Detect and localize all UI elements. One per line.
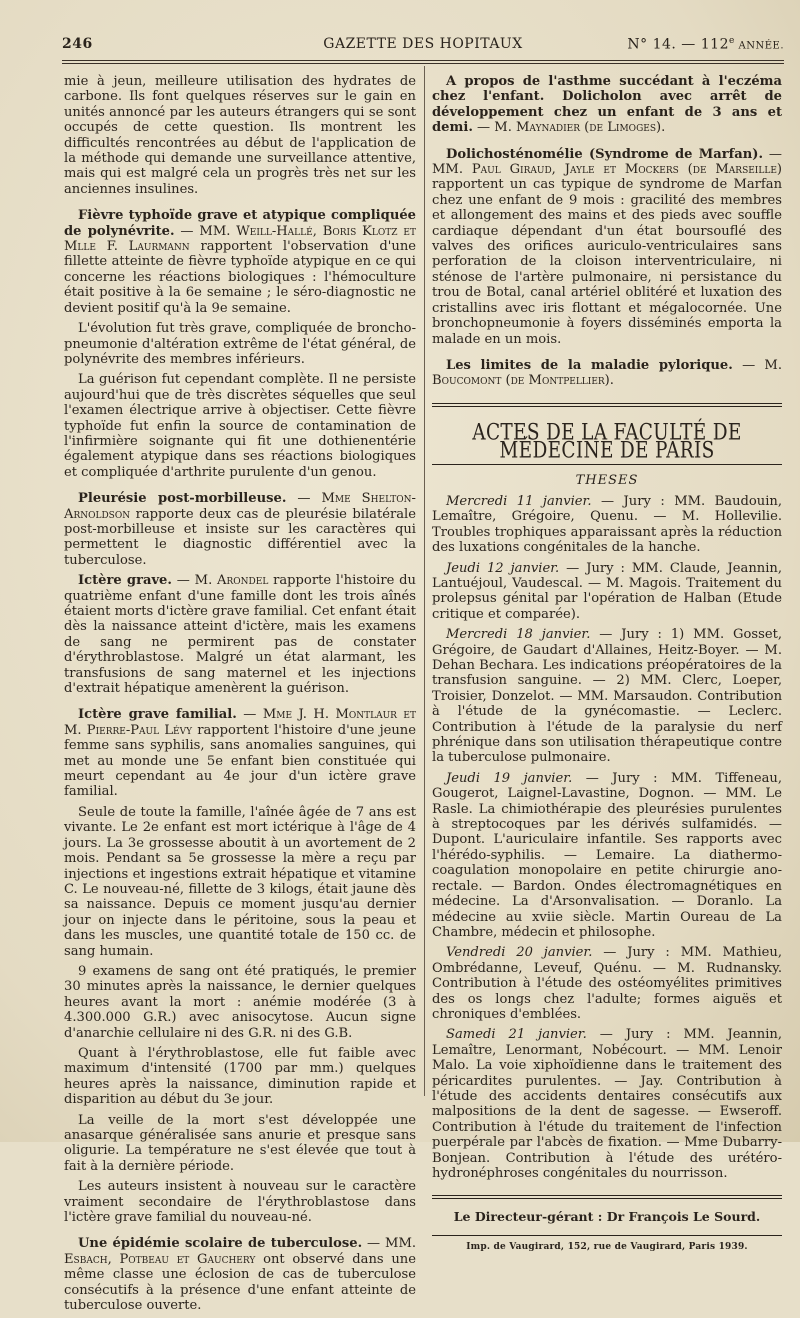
article-authors: M. Maynadier (de Limoges). [494, 120, 666, 136]
article-title: Ictère grave familial. [78, 707, 237, 723]
article-title: Dolichosténomélie (Syndrome de Marfan). [446, 146, 764, 162]
paragraph: Seule de toute la famille, l'aînée âgée de 7 ans est vivante. Le 2e enfant est mort ictérique à l'âge de 4 jours. La 3e grossesse aboutit à un avortement de 2 mois. Pendant sa 5e grossesse la mère a reçu par injections et ingestions extrait hépatique et vitamine C. Le nouveau-né, fillette de 3 kilogs, était jaune dès sa naissance. Depuis ce moment jusqu'au dernier jour on injecte dans le péritoine, sous la peau et dans les muscles, une quantité totale de 150 cc. de sang humain. [64, 804, 416, 959]
article-dolicho: Dolichosténomélie (Syndrome de Marfan). — MM. Paul Giraud, Jayle et Mockers (de Marseille) rapportent un cas typique de syndrome de Marfan chez une enfant de 9 mois : gracilité des membres et allongement des mains et des pieds avec souffle cardiaque dépendant d'un état boursouflé des valves des orifices auriculo-ventriculaires sans perforation de la cloison interventriculaire, ni sténose de l'artère pulmonaire, ni persistance du trou de Botal, canal artériel oblitéré et luxation des cristallins avec iris flottant et mégalocornée. Une bronchopneumonie à foyers disséminés emporta la malade en un mois. [432, 146, 782, 347]
article-authors: M. Boucomont (de Montpellier). [432, 357, 782, 389]
section-rule-3 [432, 464, 782, 465]
header-rule-2 [62, 63, 784, 64]
article-title: Une épidémie scolaire de tuberculose. [78, 1236, 363, 1252]
article-pylorique: Les limites de la maladie pylorique. — M. Boucomont (de Montpellier). [432, 357, 782, 389]
article-pleuresie: Pleurésie post-morbilleuse. — Mme Shelton-Arnoldson rapporte deux cas de pleurésie bilatérale post-morbilleuse et insiste sur les caractères qui permettent le diagnostic différentiel avec la tuberculose. [64, 491, 416, 568]
article-asthme: A propos de l'asthme succédant à l'eczéma chez l'enfant. Dolicholon avec arrêt de développement chez un enfant de 3 ans et demi. — M. Maynadier (de Limoges). [432, 74, 782, 136]
paragraph: La guérison fut cependant complète. Il ne persiste aujourd'hui que de très discrètes séquelles que seul l'examen électrique arrive à objectiser. Cette fièvre typhoïde fut enfin la source de contamination de l'infirmière soignante qui fit une dothienentérie également atypique dans ses réactions biologiques et compliquée d'arthrite purulente d'un genou. [64, 372, 416, 480]
paragraph: L'évolution fut très grave, compliquée de broncho-pneumonie d'altération extrême de l'état général, de polynévrite des membres inférieurs. [64, 321, 416, 367]
footer-rule-2 [432, 1198, 782, 1199]
right-column [432, 74, 782, 1255]
article-typhoide: Fièvre typhoïde grave et atypique compliquée de polynévrite. — MM. Weill-Hallé, Boris Klotz et Mlle F. Laurmann rapportent l'observation d'une fillette atteinte de fièvre typhoïde atypique en ce qui concerne les réactions biologiques : l'hémoculture était positive à la 6e semaine ; le séro-diagnostic ne devient positif qu'à la 9e semaine. [64, 208, 417, 316]
section-heading: ACTES DE LA FACULTÉ DE MÉDECINE DE PARIS [472, 420, 742, 464]
header-rule [62, 60, 784, 61]
article-title: A propos de l'asthme succédant à l'eczéma chez l'enfant. Dolicholon avec arrêt de développement chez un enfant de 3 ans et demi. [432, 74, 782, 136]
article-epidemie: Une épidémie scolaire de tuberculose. — MM. Esbach, Potbeau et Gauchery ont observé dans une même classe une éclosion de cas de tuberculose consécutifs à la présence d'une enfant atteinte de tuberculose ouverte. [64, 1236, 417, 1314]
section-rule-2 [432, 406, 782, 407]
journal-title: GAZETTE DES HOPITAUX [323, 36, 523, 52]
printer-line: Imp. de Vaugirard, 152, rue de Vaugirard, Paris 1939. [466, 1241, 748, 1252]
article-authors: MM. Paul Giraud, Jayle et Mockers (de Marseille) [432, 162, 782, 178]
page-number: 246 [62, 36, 93, 52]
thesis-entry: Jeudi 12 janvier. — Jury : MM. Claude, Jeannin, Lantuéjoul, Vaudescal. — M. Magois. Traitement du prolepsus génital par l'opération de Halban (Etude critique et comparée). [432, 560, 782, 622]
article-title: Pleurésie post-morbilleuse. [78, 491, 287, 507]
thesis-entry: Jeudi 19 janvier. — Jury : MM. Tiffeneau, Gougerot, Laignel-Lavastine, Dognon. — MM. Le Rasle. La chimiothérapie des pleurésies purulentes à streptocoques par les dérivés sulfamidés. — Dupont. L'auriculaire infantile. Ses rapports avec l'hérédo-syphilis. — Lemaire. La diathermo-coagulation monopolaire en petite chirurgie ano-rectale. — Bardon. Ondes électromagnétiques en médecine. La d'Arsonvalisation. — Doranlo. La médecine au xviie siècle. Martin Oureau de La Chambre, médecin et philosophe. [432, 770, 782, 940]
footer-rule-3 [432, 1235, 782, 1236]
article-ictere: Ictère grave. — M. Arondel rapporte l'histoire du quatrième enfant d'une famille dont les trois aînés étaient morts d'ictère grave familial. Cet enfant était dès la naissance atteint d'ictère, mais les examens de sang ne permirent pas de constater d'érythroblastose. Malgré un état alarmant, les transfusions de sang maternel et les injections d'extrait hépatique amenèrent la guérison. [64, 573, 416, 697]
article-title: Les limites de la maladie pylorique. [446, 357, 733, 373]
paragraph: Quant à l'érythroblastose, elle fut faible avec maximum d'intensité (1700 par mm.) quelques heures après la naissance, diminution rapide et disparition au début du 3e jour. [64, 1045, 416, 1108]
thesis-entry: Mercredi 18 janvier. — Jury : 1) MM. Gosset, Grégoire, de Gaudart d'Allaines, Heitz-Boyer. — M. Dehan Bechara. Les indications préopératoires de la transfusion sanguine. — 2) MM. Clerc, Loeper, Troisier, Donzelot. — MM. Marsaudon. Contribution à l'étude de la gynécomastie. — Leclerc. Contribution à l'étude de la paralysie du nerf phrénique dans son utilisation thérapeutique contre la tuberculose pulmonaire. [432, 627, 782, 766]
paragraph-carbone: mie à jeun, meilleure utilisation des hydrates de carbone. Ils font quelques réserves sur le gain en unités annoncé par les auteurs étrangers qui se sont occupés de cette question. Ils montrent les difficultés rencontrées au début de l'application de la méthode qui demande une surveillance attentive, mais qui est malgré cela un progrès très net sur les anciennes insulines. [64, 74, 416, 197]
subsection-heading: THESES [575, 472, 639, 488]
director-line: Le Directeur-gérant : Dr François Le Sourd. [453, 1209, 761, 1225]
article-authors: Mme J. H. Montlaur et M. Pierre-Paul Lévy [64, 707, 416, 738]
paragraph: Les auteurs insistent à nouveau sur le caractère vraiment secondaire de l'érythroblastose dans l'ictère grave familial du nouveau-né. [64, 1179, 416, 1226]
thesis-entry: Mercredi 11 janvier. — Jury : MM. Baudouin, Lemaître, Grégoire, Quenu. — M. Hollevilie. Troubles trophiques apparaissant après la réduction des luxations congénitales de la hanche. [432, 493, 782, 556]
page-header [62, 36, 784, 56]
column-divider [424, 66, 425, 1096]
article-authors: M. Arondel [194, 573, 269, 589]
footer-rule [432, 1195, 782, 1196]
paragraph: La veille de la mort s'est développée une anasarque généralisée sans anurie et presque sans oligurie. La température ne s'est élevée que tout à fait à la dernière période. [64, 1112, 416, 1174]
issue-number: N° 14. — 112e ANNÉE. [627, 36, 784, 53]
paragraph: 9 examens de sang ont été pratiqués, le premier 30 minutes après la naissance, le dernier quelques heures avant la mort : anémie modérée (3 à 4.300.000 G.R.) avec anisocytose. Aucun signe d'anarchie cellulaire ni des G.R. ni des G.B. [64, 963, 416, 1041]
thesis-entry: Vendredi 20 janvier. — Jury : MM. Mathieu, Ombrédanne, Leveuf, Quénu. — M. Rudnansky. Contribution à l'étude des ostéomyélites primitives des os longs chez l'adulte; formes aiguës et chroniques d'emblées. [432, 945, 782, 1022]
article-authors: Mme Shelton-Arnoldson [64, 491, 416, 522]
article-authors: MM. Weill-Hallé, Boris Klotz et Mlle F. Laurmann [64, 223, 417, 255]
section-rule [432, 403, 782, 404]
article-authors: MM. Esbach, Potbeau et Gauchery [64, 1236, 417, 1267]
thesis-entry: Samedi 21 janvier. — Jury : MM. Jeannin, Lemaître, Lenormant, Nobécourt. — MM. Lenoir Malo. La voie xiphoïdienne dans le traitement des péricardites purulentes. — Jay. Contribution à l'étude des accidents dentaires consécutifs aux malpositions de la dent de sagesse. — Ewseroff. Contribution à l'étude du traitement de l'infection puerpérale par l'abcès de fixation. — Mme Dubarry-Bonjean. Contribution à l'étude des urétéro-hydronéphroses congénitales du nourrisson. [432, 1027, 782, 1181]
article-title: Fièvre typhoïde grave et atypique compliquée de polynévrite. [64, 208, 416, 239]
article-ictere-familial: Ictère grave familial. — Mme J. H. Montlaur et M. Pierre-Paul Lévy rapportent l'histoire d'une jeune femme sans syphilis, sans anomalies sanguines, qui met au monde une 5e enfant bien constituée qui meurt cependant au 4e jour d'un ictère grave familial. [64, 707, 416, 800]
article-title: Ictère grave. [78, 573, 172, 589]
left-column [64, 74, 416, 1318]
